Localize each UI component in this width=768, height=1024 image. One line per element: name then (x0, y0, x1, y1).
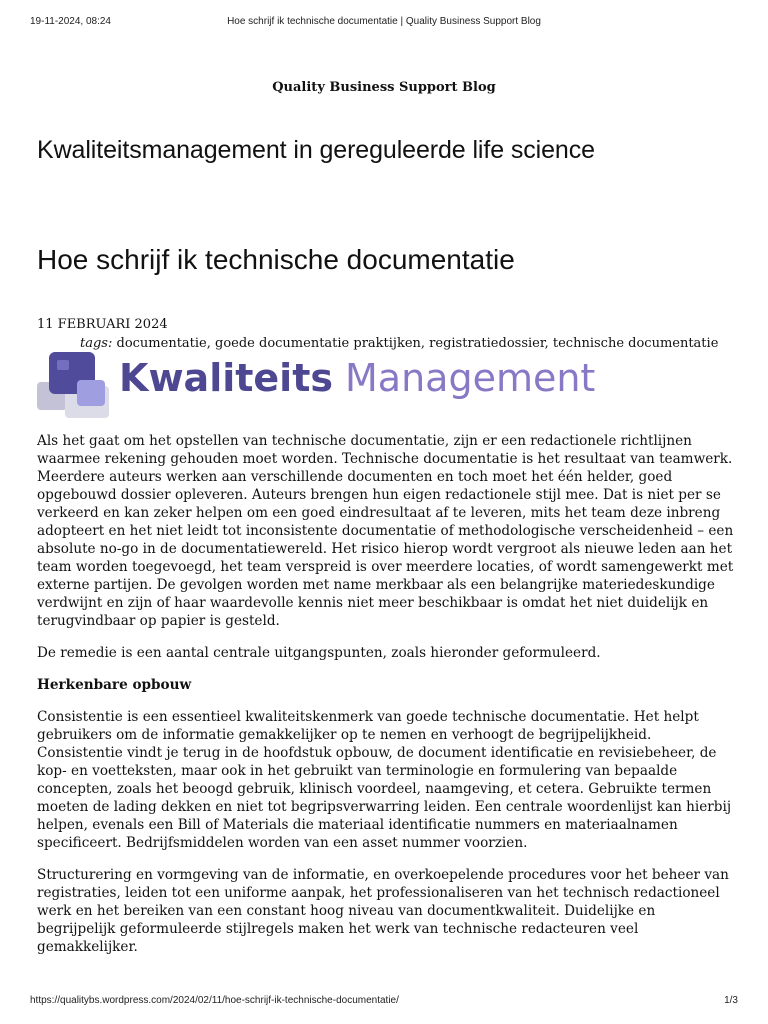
kwaliteitsmanagement-banner (35, 350, 635, 422)
post-content (37, 432, 737, 970)
print-page-title: Hoe schrijf ik technische documentatie | Quality Business Support Blog (227, 16, 541, 27)
paragraph: Structurering en vormgeving van de informatie, en overkoepelende procedures voor het beheer van registraties, leiden tot een uniforme aanpak, het professionaliseren van het technisch redactioneel werk en het bereiken van een constant hoog niveau van documentkwaliteit. Duidelijke en begrijpelijk geformuleerde stijlregels maken het werk van technische redacteuren veel gemakkelijker. (37, 867, 729, 955)
section-heading: Herkenbare opbouw (37, 677, 192, 693)
post-tags: tags: documentatie, goede documentatie praktijken, registratiedossier, technische documentatie (80, 336, 719, 351)
site-tagline: Kwaliteitsmanagement in gereguleerde life science (37, 136, 595, 164)
print-url: https://qualitybs.wordpress.com/2024/02/11/hoe-schrijf-ik-technische-documentatie/ (30, 995, 399, 1006)
print-timestamp: 19-11-2024, 08:24 (30, 16, 111, 27)
print-header (30, 16, 738, 32)
banner-wordmark (119, 356, 595, 400)
paragraph: De remedie is een aantal centrale uitgangspunten, zoals hieronder geformuleerd. (37, 645, 601, 661)
squares-logo-icon (35, 350, 113, 420)
paragraph: Als het gaat om het opstellen van technische documentatie, zijn er een redactionele richtlijnen waarmee rekening gehouden moet worden. Technische documentatie is het resultaat van teamwerk. Meerdere auteurs werken aan verschillende documenten en toch moet het één helder, goed opgebouwd dossier opleveren. Auteurs brengen hun eigen redactionele stijl mee. Dat is niet per se verkeerd en kan zeker helpen om een goed eindresultaat af te leveren, mits het team deze inbreng adopteert en het niet leidt tot inconsistente documentatie of methodologische verscheidenheid – een absolute no-go in de documentatiewereld. Het risico hierop wordt vergroot als nieuwe leden aan het team worden toegevoegd, het team verspreid is over meerdere locaties, of wordt samengewerkt met externe partijen. De gevolgen worden met name merkbaar als een belangrijke materiedeskundige verdwijnt en zijn of haar waardevolle kennis niet meer beschikbaar is omdat het niet duidelijk en terugvindbaar op papier is gesteld. (37, 433, 734, 629)
paragraph: Consistentie is een essentieel kwaliteitskenmerk van goede technische documentatie. Het helpt gebruikers om de informatie gemakkelijker op te nemen en verhoogt de begrijpelijkheid. Consistentie vindt je terug in de hoofdstuk opbouw, de document identificatie en revisiebeheer, de kop- en voetteksten, maar ook in het gebruikt van terminologie en formulering van bepaalde concepten, zoals het beoogd gebruik, klinisch voordeel, naamgeving, et cetera. Gebruikte termen moeten de lading dekken en niet tot begripsverwarring leiden. Een centrale woordenlijst kan hierbij helpen, evenals een Bill of Materials die materiaal identificatie nummers en materiaalnamen specificeert. Bedrijfsmiddelen worden van een asset nummer voorzien. (37, 709, 732, 851)
tag-link[interactable]: technische documentatie (552, 336, 719, 351)
blog-name[interactable]: Quality Business Support Blog (272, 80, 496, 95)
post-date: 11 FEBRUARI 2024 (37, 317, 168, 332)
tag-link[interactable]: goede documentatie praktijken (215, 336, 421, 351)
post-title: Hoe schrijf ik technische documentatie (37, 244, 515, 275)
tag-link[interactable]: registratiedossier (429, 336, 545, 351)
print-footer (30, 995, 738, 1011)
tags-label: tags: (80, 336, 113, 351)
print-page-number: 1/3 (724, 995, 738, 1006)
banner-word-bold: Kwaliteits (119, 356, 333, 400)
tag-link[interactable]: documentatie (116, 336, 207, 351)
banner-word-thin: Management (345, 356, 596, 400)
